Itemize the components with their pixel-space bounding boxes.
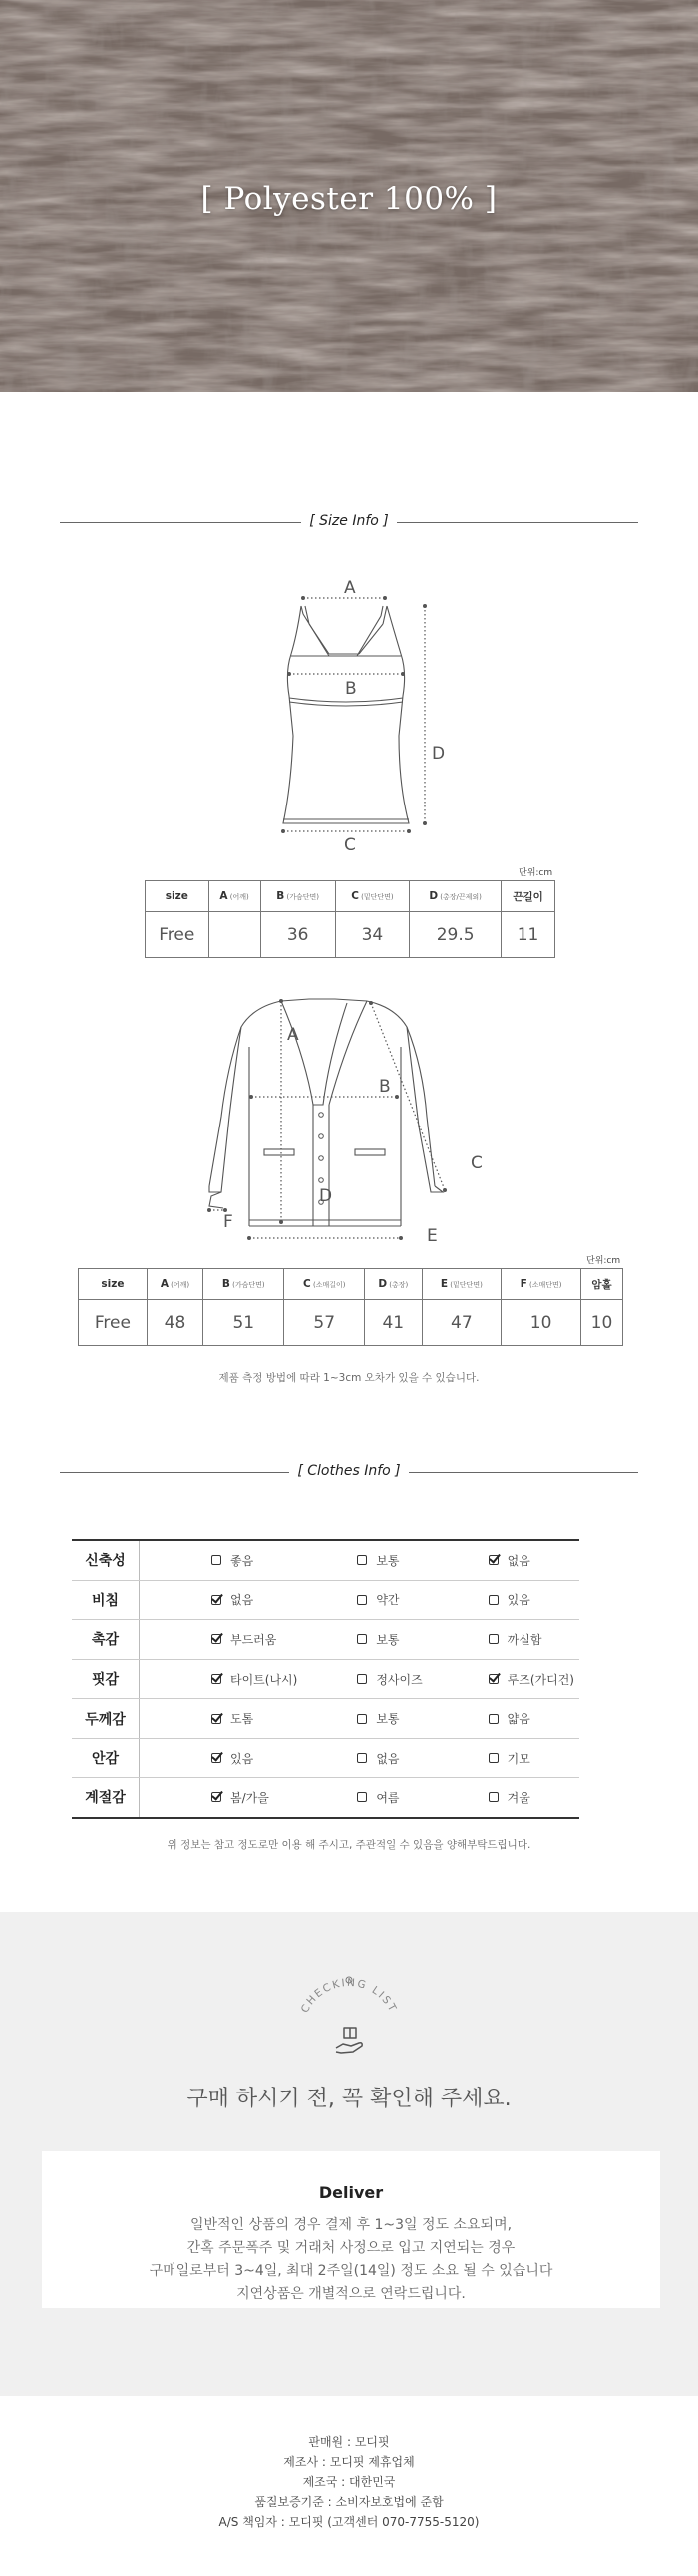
checkbox-icon xyxy=(357,1555,367,1565)
camisole-diagram xyxy=(269,576,459,845)
camisole-label-a: A xyxy=(344,578,356,598)
table-cell: 10 xyxy=(580,1300,622,1346)
deliver-line: 간혹 주문폭주 및 거래처 사정으로 입고 지연되는 경우 xyxy=(186,2240,516,2256)
cardigan-label-b: B xyxy=(379,1077,391,1097)
checked-box-icon xyxy=(211,1674,221,1684)
table-header-cell: B (가슴단면) xyxy=(260,881,335,912)
info-option xyxy=(449,1620,579,1659)
info-row xyxy=(72,1660,579,1700)
camisole-size-table xyxy=(145,880,555,958)
unit-label-cardigan: 단위:cm xyxy=(586,1256,621,1266)
table-header-cell: B (가슴단면) xyxy=(203,1269,284,1300)
info-option-label: 좋음 xyxy=(230,1553,254,1568)
info-option xyxy=(140,1739,302,1777)
footer-line: 품질보증기준 : 소비자보호법에 준함 xyxy=(254,2495,444,2509)
table-cell: 34 xyxy=(335,912,410,958)
info-row-label: 핏감 xyxy=(72,1660,140,1699)
table-header-cell: F (소매단면) xyxy=(502,1269,581,1300)
table-cell: 51 xyxy=(203,1300,284,1346)
info-option xyxy=(140,1541,302,1580)
table-cell: Free xyxy=(146,912,209,958)
info-option-label: 봄/가을 xyxy=(230,1790,269,1805)
info-option xyxy=(449,1778,579,1818)
cardigan-size-table xyxy=(78,1268,623,1346)
checked-box-icon xyxy=(211,1634,221,1644)
info-option-label: 있음 xyxy=(507,1593,530,1608)
checkbox-icon xyxy=(357,1674,367,1684)
info-row xyxy=(72,1581,579,1621)
table-header-cell: size xyxy=(79,1269,148,1300)
table-cell xyxy=(208,912,260,958)
info-option xyxy=(449,1660,579,1699)
table-row xyxy=(79,1300,623,1346)
checked-box-icon xyxy=(211,1792,221,1802)
svg-text:CHECKING LIST xyxy=(299,1977,400,2015)
info-option xyxy=(302,1620,448,1659)
info-row-label: 두께감 xyxy=(72,1699,140,1738)
cardigan-label-c: C xyxy=(471,1153,483,1173)
badge-text: CHECKING LIST xyxy=(298,1976,400,2016)
table-cell: 10 xyxy=(502,1300,581,1346)
info-row-label: 신축성 xyxy=(72,1541,140,1580)
table-header-cell: D (총장) xyxy=(365,1269,422,1300)
info-option-label: 여름 xyxy=(376,1790,400,1805)
checking-title: 구매 하시기 전, 꼭 확인해 주세요. xyxy=(186,2087,512,2111)
checked-box-icon xyxy=(489,1674,499,1684)
info-option-label: 없음 xyxy=(507,1553,530,1568)
table-cell: 11 xyxy=(502,912,555,958)
info-option-label: 정사이즈 xyxy=(376,1672,423,1687)
checked-box-icon xyxy=(211,1753,221,1763)
checked-box-icon xyxy=(211,1714,221,1724)
info-row-label: 비침 xyxy=(72,1581,140,1620)
table-header-cell: 끈길이 xyxy=(502,881,555,912)
footer-line: 판매원 : 모디핏 xyxy=(308,2435,390,2449)
table-cell: 57 xyxy=(284,1300,365,1346)
info-option-label: 타이트(나시) xyxy=(230,1672,298,1687)
info-option xyxy=(140,1581,302,1620)
table-header-cell: A (어깨) xyxy=(147,1269,202,1300)
deliver-box xyxy=(42,2151,660,2308)
info-option xyxy=(449,1699,579,1738)
info-option-label: 겨울 xyxy=(507,1790,530,1805)
checkbox-icon xyxy=(357,1634,367,1644)
info-row xyxy=(72,1778,579,1818)
checkbox-icon xyxy=(489,1792,499,1802)
material-title: [ Polyester 100% ] xyxy=(200,181,498,217)
checkbox-icon xyxy=(489,1753,499,1763)
clothes-info-header xyxy=(60,1463,638,1483)
info-option-label: 있음 xyxy=(230,1751,254,1766)
hand-box-icon xyxy=(333,2024,367,2058)
deliver-title: Deliver xyxy=(318,2183,384,2202)
checkbox-icon xyxy=(357,1753,367,1763)
seller-info-footer xyxy=(0,2432,698,2532)
footer-line: A/S 책임자 : 모디핏 (고객센터 070-7755-5120) xyxy=(218,2515,480,2529)
deliver-line: 일반적인 상품의 경우 결제 후 1~3일 정도 소요되며, xyxy=(189,2217,513,2233)
info-row-label: 안감 xyxy=(72,1739,140,1777)
info-option xyxy=(302,1699,448,1738)
footer-line: 제조국 : 대한민국 xyxy=(302,2475,396,2489)
table-header-row xyxy=(146,881,555,912)
info-option xyxy=(140,1660,302,1699)
checked-box-icon xyxy=(211,1595,221,1605)
table-header-cell: D (총장/끈제외) xyxy=(410,881,502,912)
table-cell: 36 xyxy=(260,912,335,958)
info-row-label: 계절감 xyxy=(72,1778,140,1818)
info-option-label: 까실함 xyxy=(507,1632,542,1647)
info-option xyxy=(140,1620,302,1659)
checkbox-icon xyxy=(489,1595,499,1605)
footer-line: 제조사 : 모디핏 제휴업체 xyxy=(283,2455,415,2469)
info-row xyxy=(72,1541,579,1581)
camisole-label-c: C xyxy=(344,835,356,855)
deliver-line: 구매일로부터 3~4일, 최대 2주일(14일) 정도 소요 될 수 있습니다 xyxy=(149,2263,553,2279)
clothes-info-table xyxy=(72,1539,579,1819)
table-cell: 48 xyxy=(147,1300,202,1346)
info-option xyxy=(302,1541,448,1580)
info-option-label: 약간 xyxy=(376,1593,400,1608)
table-header-row xyxy=(79,1269,623,1300)
info-option-label: 보통 xyxy=(376,1553,400,1568)
info-option-label: 얇음 xyxy=(507,1712,530,1727)
table-cell: 29.5 xyxy=(410,912,502,958)
table-header-cell: C (밑단단면) xyxy=(335,881,410,912)
table-header-cell: 암홀 xyxy=(580,1269,622,1300)
cardigan-label-a: A xyxy=(287,1025,299,1045)
cardigan-diagram xyxy=(170,987,499,1246)
info-option xyxy=(302,1778,448,1818)
info-option-label: 보통 xyxy=(376,1712,400,1727)
cardigan-label-d: D xyxy=(319,1186,333,1206)
info-option-label: 루즈(가디건) xyxy=(507,1672,574,1687)
fabric-hero-image xyxy=(0,0,698,392)
table-header-cell: size xyxy=(146,881,209,912)
table-row xyxy=(146,912,555,958)
cardigan-label-f: F xyxy=(223,1212,233,1232)
info-row-label: 촉감 xyxy=(72,1620,140,1659)
clothes-note: 위 정보는 참고 정도로만 이용 해 주시고, 주관적일 수 있음을 양해부탁드립니다. xyxy=(167,1839,531,1851)
table-header-cell: C (소매길이) xyxy=(284,1269,365,1300)
info-option xyxy=(140,1699,302,1738)
info-option-label: 도톰 xyxy=(230,1712,254,1727)
cardigan-label-e: E xyxy=(427,1226,438,1246)
size-info-header xyxy=(60,513,638,533)
deliver-line: 지연상품은 개별적으로 연락드립니다. xyxy=(236,2286,466,2302)
info-option xyxy=(140,1778,302,1818)
clothes-info-title: [ Clothes Info ] xyxy=(289,1463,408,1479)
info-option xyxy=(449,1541,579,1580)
checkbox-icon xyxy=(357,1714,367,1724)
info-row xyxy=(72,1739,579,1778)
info-option xyxy=(449,1739,579,1777)
info-option xyxy=(302,1660,448,1699)
deliver-text xyxy=(42,2214,660,2306)
checking-list-section xyxy=(0,1912,698,2396)
checkbox-icon xyxy=(357,1792,367,1802)
size-info-title: [ Size Info ] xyxy=(301,513,397,529)
size-note: 제품 측정 방법에 따라 1~3cm 오차가 있을 수 있습니다. xyxy=(218,1372,480,1384)
checked-box-icon xyxy=(489,1555,499,1565)
info-row xyxy=(72,1620,579,1660)
info-option-label: 없음 xyxy=(376,1751,400,1766)
unit-label-top: 단위:cm xyxy=(519,868,553,878)
table-cell: 47 xyxy=(422,1300,502,1346)
info-option-label: 부드러움 xyxy=(230,1632,277,1647)
table-header-cell: E (밑단단면) xyxy=(422,1269,502,1300)
info-option xyxy=(449,1581,579,1620)
info-option-label: 보통 xyxy=(376,1632,400,1647)
checkbox-icon xyxy=(489,1714,499,1724)
camisole-label-b: B xyxy=(345,679,357,699)
info-option-label: 기모 xyxy=(507,1751,530,1766)
info-row xyxy=(72,1699,579,1739)
info-option xyxy=(302,1581,448,1620)
checkbox-icon xyxy=(489,1634,499,1644)
camisole-label-d: D xyxy=(432,744,446,764)
table-header-cell: A (어깨) xyxy=(208,881,260,912)
info-option xyxy=(302,1739,448,1777)
checkbox-icon xyxy=(357,1595,367,1605)
info-option-label: 없음 xyxy=(230,1593,254,1608)
table-cell: Free xyxy=(79,1300,148,1346)
checkbox-icon xyxy=(211,1555,221,1565)
table-cell: 41 xyxy=(365,1300,422,1346)
